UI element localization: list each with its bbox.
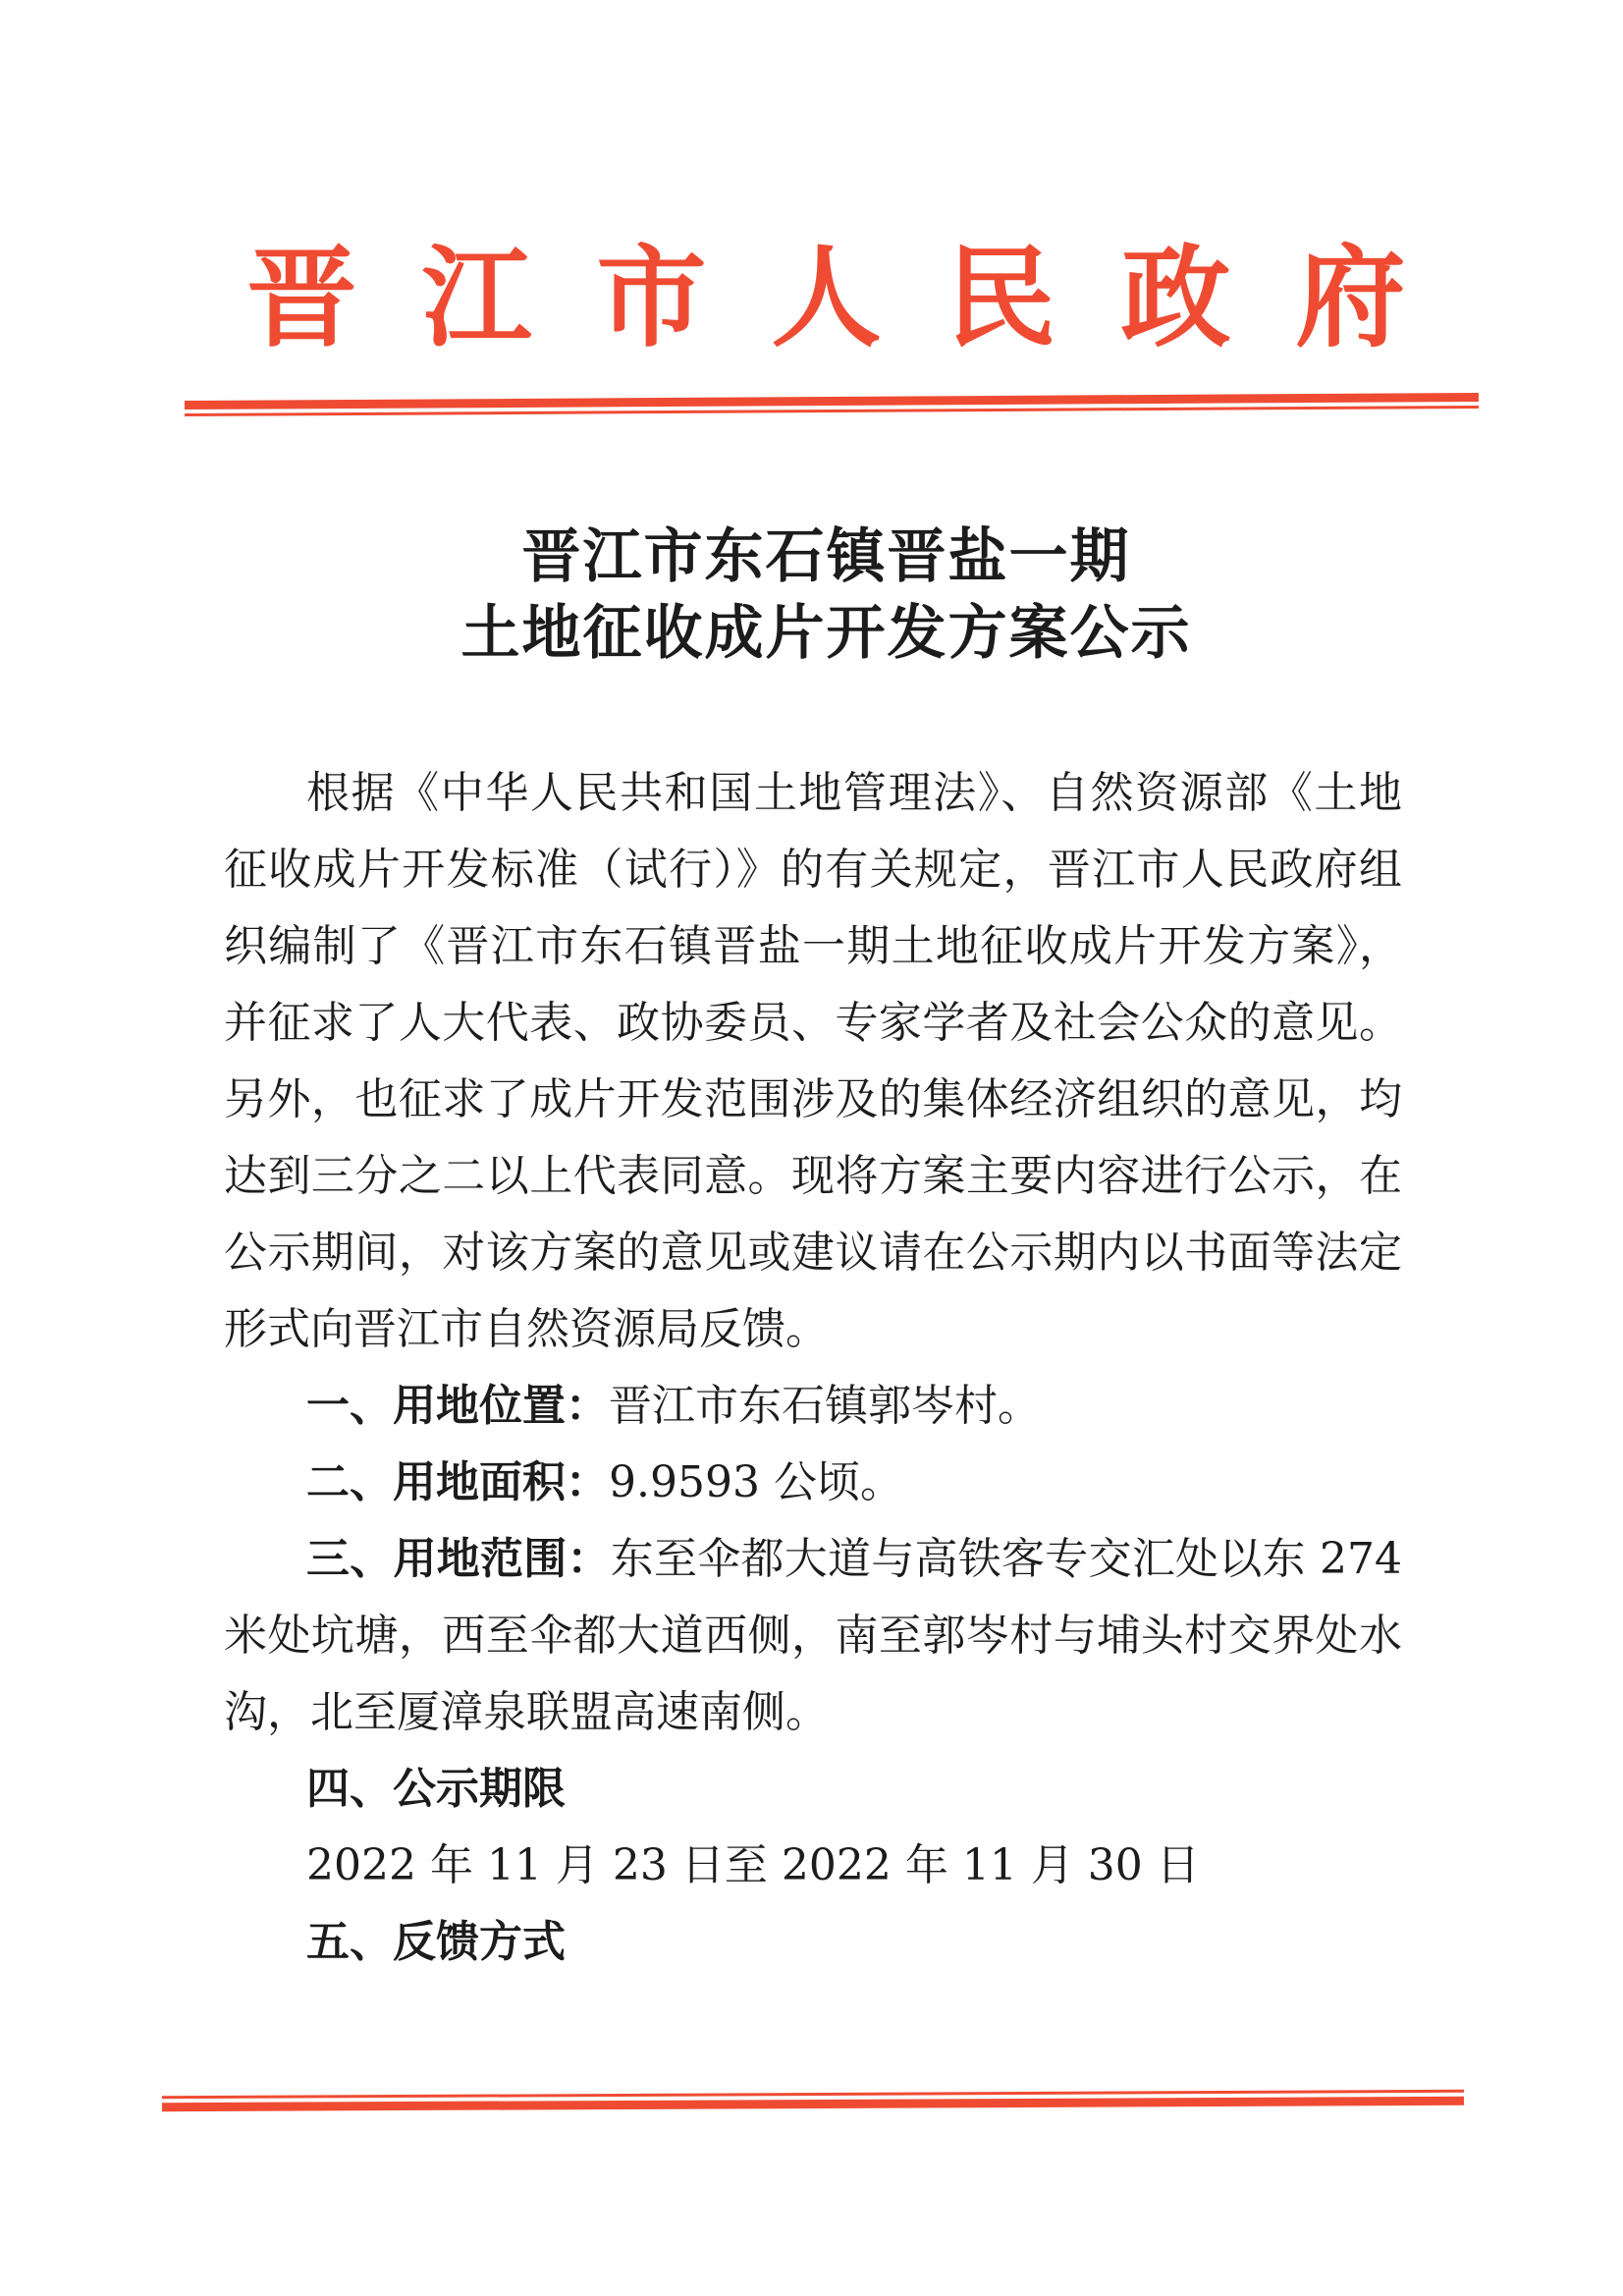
item-location-value: 晋江市东石镇郭岑村。 xyxy=(609,1381,1041,1431)
government-header-title: 晋江市人民政府 xyxy=(246,234,1471,362)
item-location-label: 一、用地位置： xyxy=(306,1381,609,1431)
intro-paragraph-line: 征收成片开发标准（试行）》的有关规定，晋江市人民政府组 xyxy=(224,845,1402,895)
intro-paragraph-line: 形式向晋江市自然资源局反馈。 xyxy=(224,1304,829,1354)
item-area-value: 9.9593 公顷。 xyxy=(609,1457,903,1507)
item-range-continuation-line: 沟，北至厦漳泉联盟高速南侧。 xyxy=(224,1687,829,1737)
item-range-label: 三、用地范围： xyxy=(306,1534,611,1584)
intro-paragraph-line: 公示期间，对该方案的意见或建议请在公示期内以书面等法定 xyxy=(224,1228,1402,1278)
intro-paragraph-line: 根据《中华人民共和国土地管理法》、自然资源部《土地 xyxy=(306,768,1402,818)
notice-title xyxy=(0,519,1623,672)
section-feedback-label: 五、反馈方式 xyxy=(306,1917,566,1967)
notice-title-line-2: 土地征收成片开发方案公示 xyxy=(460,599,1192,668)
footer-rule-thick-line xyxy=(162,2097,1464,2111)
intro-paragraph-line: 另外，也征求了成片开发范围涉及的集体经济组织的意见，均 xyxy=(224,1074,1402,1124)
intro-paragraph-line: 并征求了人大代表、政协委员、专家学者及社会公众的意见。 xyxy=(224,998,1402,1048)
deadline-date-range: 2022 年 11 月 23 日至 2022 年 11 月 30 日 xyxy=(306,1840,1200,1890)
item-area-label: 二、用地面积： xyxy=(306,1457,609,1507)
section-feedback xyxy=(224,1904,1402,1981)
item-range xyxy=(224,1521,1402,1598)
notice-title-line-1: 晋江市东石镇晋盐一期 xyxy=(521,522,1131,591)
footer-double-rule xyxy=(162,2090,1464,2111)
item-range-value: 东至伞都大道与高铁客专交汇处以东 274 xyxy=(610,1534,1403,1584)
header-double-rule xyxy=(185,393,1479,416)
item-area xyxy=(224,1445,1402,1521)
intro-paragraph-line: 织编制了《晋江市东石镇晋盐一期土地征收成片开发方案》， xyxy=(224,921,1402,971)
section-deadline-label: 四、公示期限 xyxy=(306,1764,566,1814)
document-body xyxy=(224,755,1402,1981)
item-location xyxy=(224,1368,1402,1445)
item-range-continuation-line: 米处坑塘，西至伞都大道西侧，南至郭岑村与埔头村交界处水 xyxy=(224,1611,1402,1661)
section-deadline xyxy=(224,1751,1402,1828)
intro-paragraph-line: 达到三分之二以上代表同意。现将方案主要内容进行公示，在 xyxy=(224,1151,1402,1201)
